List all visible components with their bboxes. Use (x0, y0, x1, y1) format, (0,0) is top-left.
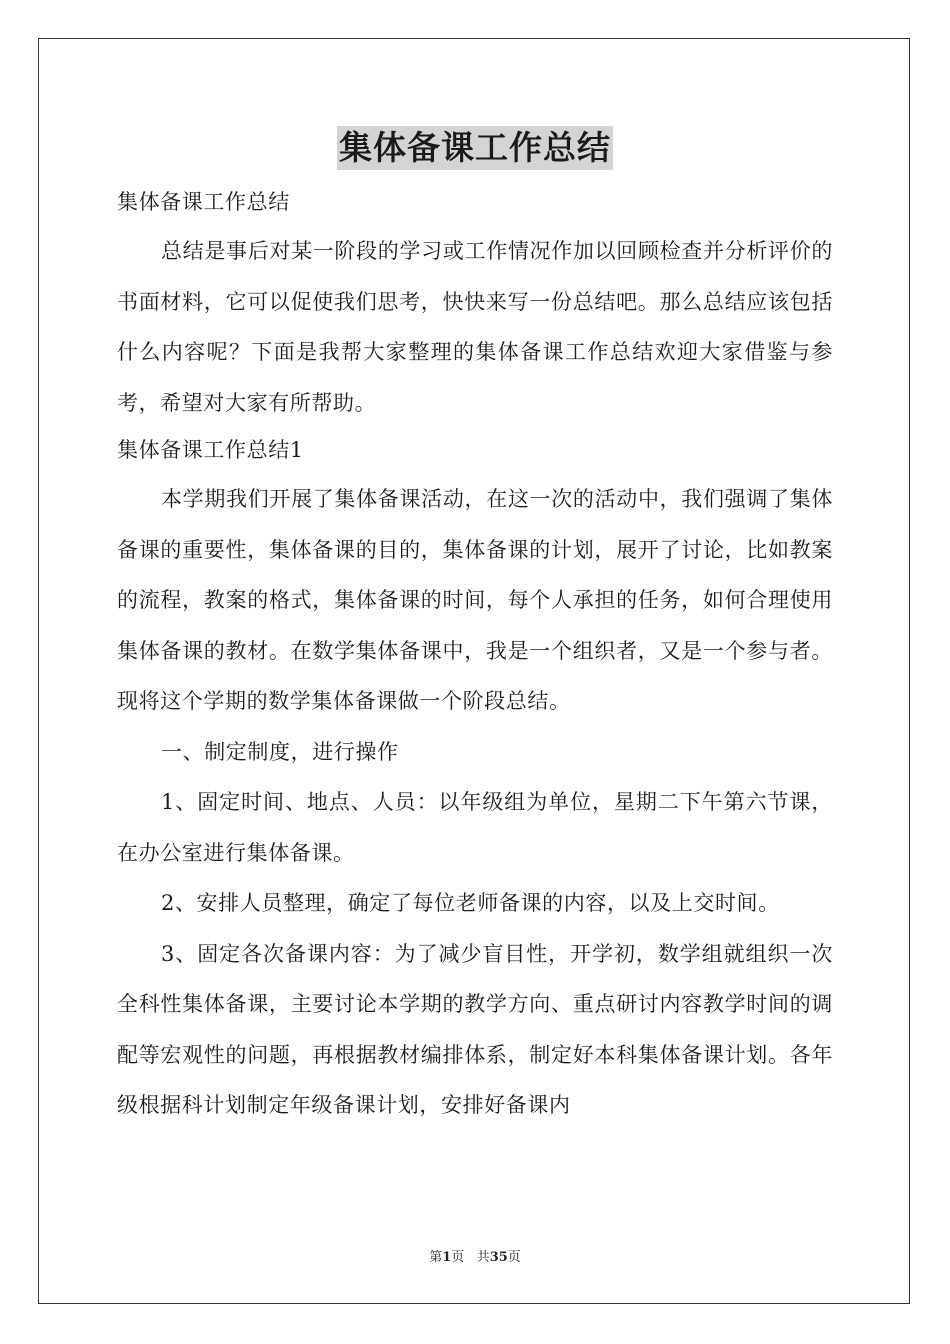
footer-prefix: 第 (429, 1250, 443, 1265)
page-footer (0, 1246, 950, 1265)
footer-page-suffix: 页 (451, 1250, 465, 1265)
title-container (0, 126, 950, 170)
intro-paragraph: 总结是事后对某一阶段的学习或工作情况作加以回顾检查并分析评价的书面材料，它可以促使我们思考，快快来写一份总结吧。那么总结应该包括什么内容呢？下面是我帮大家整理的集体备课工作总结欢迎大家借鉴与参考，希望对大家有所帮助。 (117, 239, 833, 415)
document-body (117, 180, 833, 1131)
footer-total-pages: 35 (489, 1250, 508, 1265)
footer-total-suffix: 页 (507, 1250, 521, 1265)
document-title: 集体备课工作总结 (337, 126, 613, 170)
list-paragraph-2: 2、安排人员整理，确定了每位老师备课的内容，以及上交时间。 (161, 891, 780, 915)
subtitle-line: 集体备课工作总结 (117, 190, 290, 214)
list-paragraph-3: 3、固定各次备课内容：为了减少盲目性，开学初，数学组就组织一次全科性集体备课，主要讨论本学期的教学方向、重点研讨内容教学时间的调配等宏观性的问题，再根据教材编排体系，制定好本科集体备课计划。各年级根据科计划制定年级备课计划，安排好备课内 (117, 941, 833, 1117)
subheading-paragraph: 一、制定制度，进行操作 (161, 739, 399, 764)
section-heading: 集体备课工作总结1 (117, 438, 304, 462)
list-paragraph-1: 1、固定时间、地点、人员：以年级组为单位，星期二下午第六节课，在办公室进行集体备课。 (117, 790, 833, 865)
footer-total-prefix: 共 (476, 1250, 490, 1265)
body-paragraph: 本学期我们开展了集体备课活动，在这一次的活动中，我们强调了集体备课的重要性，集体备课的目的，集体备课的计划，展开了讨论，比如教案的流程，教案的格式，集体备课的时间，每个人承担的任务，如何合理使用集体备课的教材。在数学集体备课中，我是一个组织者，又是一个参与者。现将这个学期的数学集体备课做一个阶段总结。 (117, 487, 833, 713)
footer-current-page: 1 (442, 1250, 452, 1265)
